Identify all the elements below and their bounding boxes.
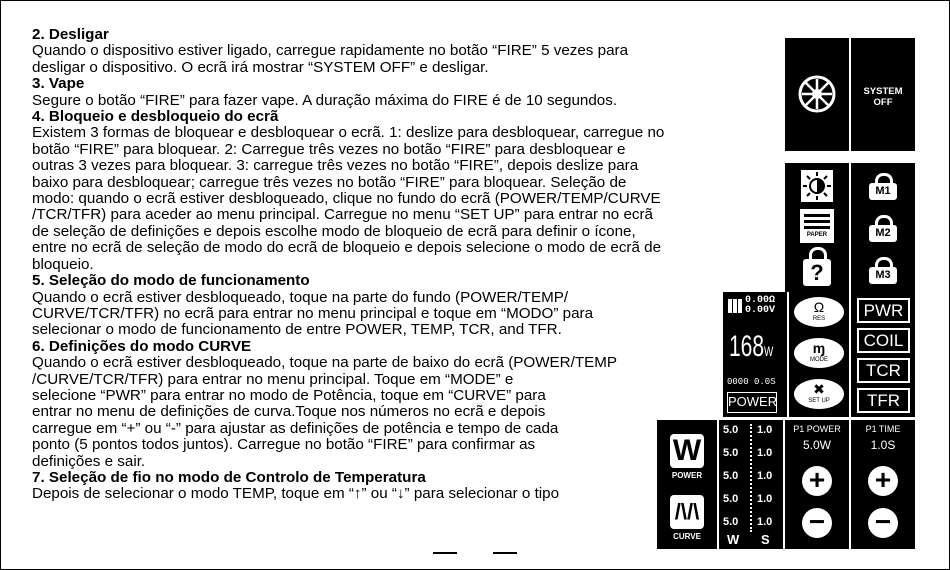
text-line: de seleção de definições e depois escolhe modo de bloqueio de ecrã para definir o ícone, bbox=[32, 222, 636, 240]
lock-m2-icon: M2 bbox=[868, 215, 898, 241]
system-off-text: SYSTEM OFF bbox=[863, 86, 903, 108]
main-menu-screen bbox=[789, 292, 849, 417]
power-tab[interactable]: W POWER bbox=[671, 434, 703, 480]
lock-m1-icon: M1 bbox=[868, 173, 898, 199]
curve-point-power[interactable]: 5.0 bbox=[723, 447, 739, 459]
mode-tfr[interactable]: TFR bbox=[857, 388, 910, 413]
setup-screen bbox=[785, 163, 849, 292]
mode-tcr[interactable]: TCR bbox=[857, 358, 910, 383]
text-line: ponto (5 pontos todos juntos). Carregue no botão “FIRE” para confirmar as bbox=[32, 436, 536, 454]
section-heading: 2. Desligar bbox=[32, 26, 109, 43]
curve-point-time[interactable]: 1.0 bbox=[757, 447, 773, 459]
text-line: definições e sair. bbox=[32, 452, 146, 470]
curve-tab[interactable]: /\/\ CURVE bbox=[667, 495, 707, 541]
tools-icon: ✖ bbox=[813, 381, 825, 397]
curve-axis-w: W bbox=[727, 532, 740, 547]
mode-button[interactable]: ɱ MODE bbox=[794, 338, 844, 368]
wheel-icon bbox=[797, 74, 837, 114]
paper-label: PAPER bbox=[806, 232, 828, 238]
curve-point-time[interactable]: 1.0 bbox=[757, 516, 773, 528]
curve-axis-s: S bbox=[761, 532, 770, 547]
section-heading: 4. Bloqueio e desbloqueio do ecrã bbox=[32, 108, 279, 126]
text-line: /CURVE/TCR/TFR) para entrar no menu principal. Toque em “MODE” e bbox=[32, 370, 514, 388]
curve-screen bbox=[657, 420, 915, 549]
text-line: /TCR/TFR) para aceder ao menu principal. Carregue no menu “SET UP” para entrar no ecrã bbox=[32, 206, 653, 224]
curve-point-time[interactable]: 1.0 bbox=[757, 424, 773, 436]
lock-screen bbox=[785, 38, 849, 151]
mode-coil[interactable]: COIL bbox=[857, 328, 910, 353]
page-mark-left bbox=[433, 552, 457, 554]
text-line: outras 3 vezes para bloquear. 3: carregue três vezes no botão “FIRE”, depois deslize para bbox=[32, 157, 639, 175]
curve-point-power[interactable]: 5.0 bbox=[723, 516, 739, 528]
text-line: Quando o ecrã estiver desbloqueado, toque na parte de baixo do ecrã (POWER/TEMP bbox=[32, 354, 618, 372]
p1-time-value[interactable]: 1.0S bbox=[870, 438, 896, 452]
power-minus-button[interactable]: − bbox=[802, 508, 832, 538]
curve-point-power[interactable]: 5.0 bbox=[723, 424, 739, 436]
section-heading: 5. Seleção do modo de funcionamento bbox=[32, 272, 310, 290]
voltage-readout: 0.00V bbox=[745, 305, 776, 316]
text-line: bloqueio. bbox=[32, 255, 94, 273]
text-line: selecione “PWR” para entrar no modo de Potência, toque em “CURVE” para bbox=[32, 386, 546, 404]
puff-counter: 0000 0.0S bbox=[727, 377, 776, 387]
main-screen bbox=[723, 292, 787, 417]
text-line: entrar no menu de definições de curva.Toque nos números no ecrã e depois bbox=[32, 403, 546, 421]
brightness-icon bbox=[800, 169, 834, 203]
wattage-readout: 168W bbox=[729, 330, 774, 363]
p1-power-label: P1 POWER bbox=[793, 424, 841, 434]
p1-time-label: P1 TIME bbox=[865, 424, 901, 434]
time-plus-button[interactable]: + bbox=[868, 466, 898, 496]
text-line: Depois de selecionar o modo TEMP, toque em “↑” ou “↓” para selecionar o tipo bbox=[32, 485, 560, 503]
p1-power-value[interactable]: 5.0W bbox=[802, 438, 831, 452]
lock-mode-screen bbox=[851, 163, 915, 292]
system-off-screen bbox=[851, 38, 915, 151]
question-lock-icon: ? bbox=[802, 247, 832, 287]
mode-select-screen bbox=[851, 292, 915, 417]
curve-point-power[interactable]: 5.0 bbox=[723, 493, 739, 505]
curve-point-time[interactable]: 1.0 bbox=[757, 470, 773, 482]
text-line: Quando o dispositivo estiver ligado, carregue rapidamente no botão “FIRE” 5 vezes para bbox=[32, 42, 629, 60]
curve-point-power[interactable]: 5.0 bbox=[723, 470, 739, 482]
curve-points bbox=[719, 420, 783, 549]
page-mark-right bbox=[493, 552, 517, 554]
section-heading: 6. Definições do modo CURVE bbox=[32, 337, 252, 355]
text-line: Existem 3 formas de bloquear e desbloquear o ecrã. 1: deslize para desbloquear, carregue no bbox=[32, 124, 665, 142]
curve-point-time[interactable]: 1.0 bbox=[757, 493, 773, 505]
text-line: botão “FIRE” para bloquear. 2: Carregue três vezes no botão “FIRE” para desbloquear e bbox=[32, 140, 626, 158]
text-line: desligar o dispositivo. O ecrã irá mostrar “SYSTEM OFF” e desligar. bbox=[32, 58, 489, 76]
mode-label[interactable]: POWER bbox=[727, 392, 777, 413]
text-line: modo: quando o ecrã estiver desbloqueado, clique no fundo do ecrã (POWER/TEMP/CURVE bbox=[32, 190, 661, 208]
text-line: entre no ecrã de seleção de modo do ecrã de bloqueio e depois selecione o modo de ecrã de bbox=[32, 239, 662, 257]
text-line: selecionar o modo de funcionamento de entre POWER, TEMP, TCR, and TFR. bbox=[32, 321, 562, 339]
time-minus-button[interactable]: − bbox=[868, 508, 898, 538]
power-plus-button[interactable]: + bbox=[802, 466, 832, 496]
paper-icon bbox=[800, 209, 834, 243]
section-heading: 7. Seleção de fio no modo de Controlo de Temperatura bbox=[32, 468, 426, 486]
text-line: CURVE/TCR/TFR) no ecrã para entrar no menu principal e toque em “MODO” para bbox=[32, 304, 594, 322]
section-heading: 3. Vape bbox=[32, 75, 85, 93]
text-line: carregue em “+” ou “-” para ajustar as definições de potência e tempo de cada bbox=[32, 419, 559, 437]
coil-icon: ɱ bbox=[812, 340, 826, 356]
text-line: Segure o botão “FIRE” para fazer vape. A duração máxima do FIRE é de 10 segundos. bbox=[32, 91, 618, 109]
lock-m3-icon: M3 bbox=[868, 257, 898, 283]
battery-icon bbox=[728, 297, 742, 313]
mode-pwr[interactable]: PWR bbox=[857, 298, 910, 323]
resistance-readout: 0.00Ω bbox=[745, 295, 776, 306]
curve-divider bbox=[750, 424, 754, 532]
text-line: baixo para desbloquear; carregue três vezes no botão “FIRE” para bloquear. Seleção de bbox=[32, 173, 627, 191]
res-button[interactable]: Ω RES bbox=[794, 297, 844, 327]
setup-button[interactable]: ✖ SET UP bbox=[794, 379, 844, 409]
text-line: Quando o ecrã estiver desbloqueado, toque na parte do fundo (POWER/TEMP/ bbox=[32, 288, 569, 306]
